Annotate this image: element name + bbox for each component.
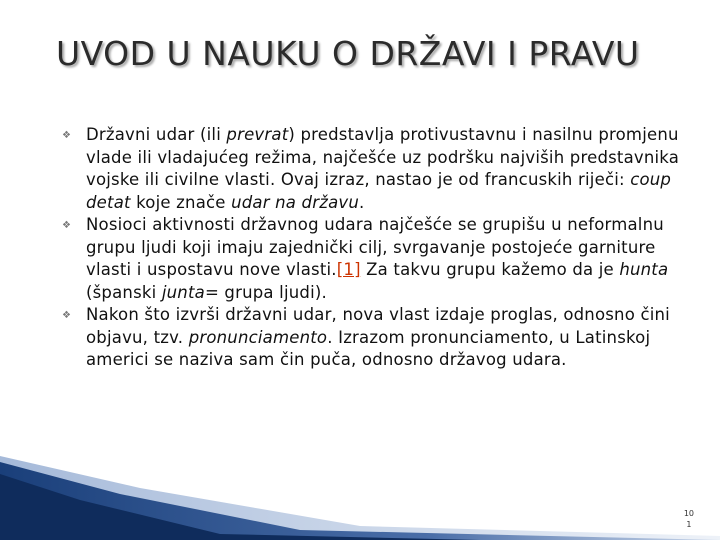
bullet-1-text-4: . xyxy=(359,192,365,212)
bullet-3-text-2: . Izrazom pronunciamento, u Latinskoj americi se naziva sam čin puča, odnosno državog udara. xyxy=(86,327,651,369)
page-number-line-2: 1 xyxy=(686,520,692,529)
bullet-2-text-3: (španski xyxy=(86,282,162,302)
bullet-3-italic-pronunciamento: pronunciamento xyxy=(188,327,328,347)
bullet-item-3 xyxy=(62,304,682,372)
slide-content xyxy=(62,124,682,372)
diamond-bullet-icon: ❖ xyxy=(62,220,72,231)
footer-decoration xyxy=(0,448,720,540)
diamond-bullet-icon: ❖ xyxy=(62,130,72,141)
page-number xyxy=(684,508,694,530)
footnote-reference-link[interactable]: [1] xyxy=(336,260,361,279)
bullet-2-italic-junta: junta xyxy=(161,282,205,302)
bullet-1-text-3: koje znače xyxy=(130,192,232,212)
slide-title: UVOD U NAUKU O DRŽAVI I PRAVU xyxy=(56,34,640,73)
bullet-2-italic-hunta: hunta xyxy=(619,260,669,279)
bullet-item-2 xyxy=(62,214,682,304)
bullet-1-text-1: Državni udar (ili xyxy=(86,125,227,144)
diamond-bullet-icon: ❖ xyxy=(62,310,72,321)
bullet-2-text-2: Za takvu grupu kažemo da je xyxy=(360,260,620,279)
bullet-1-text-2: ) predstavlja protivustavnu i nasilnu promjenu vlade ili vladajućeg režima, najčešće uz podršku najviših predstavnika vojske ili civilne vlasti. Ovaj izraz, nastao je od francuskih riječi: xyxy=(86,125,680,189)
page-number-line-1: 10 xyxy=(683,509,694,518)
bullet-1-italic-udar: udar na državu xyxy=(231,192,360,212)
bullet-1-italic-coup-detat: coup detat xyxy=(86,170,672,212)
bullet-3-text-1: Nakon što izvrši državni udar, nova vlast izdaje proglas, odnosno čini objavu, tzv. xyxy=(86,305,670,347)
bullet-2-text-1: Nosioci aktivnosti državnog udara najčešće se grupišu u neformalnu grupu ljudi koji imaju zajednički cilj, svrgavanje postojeće garniture vlasti i uspostavu nove vlasti. xyxy=(86,215,664,279)
bullet-1-italic-prevrat: prevrat xyxy=(226,125,289,144)
bullet-item-1 xyxy=(62,124,682,214)
bullet-2-text-4: = grupa ljudi). xyxy=(204,282,327,302)
